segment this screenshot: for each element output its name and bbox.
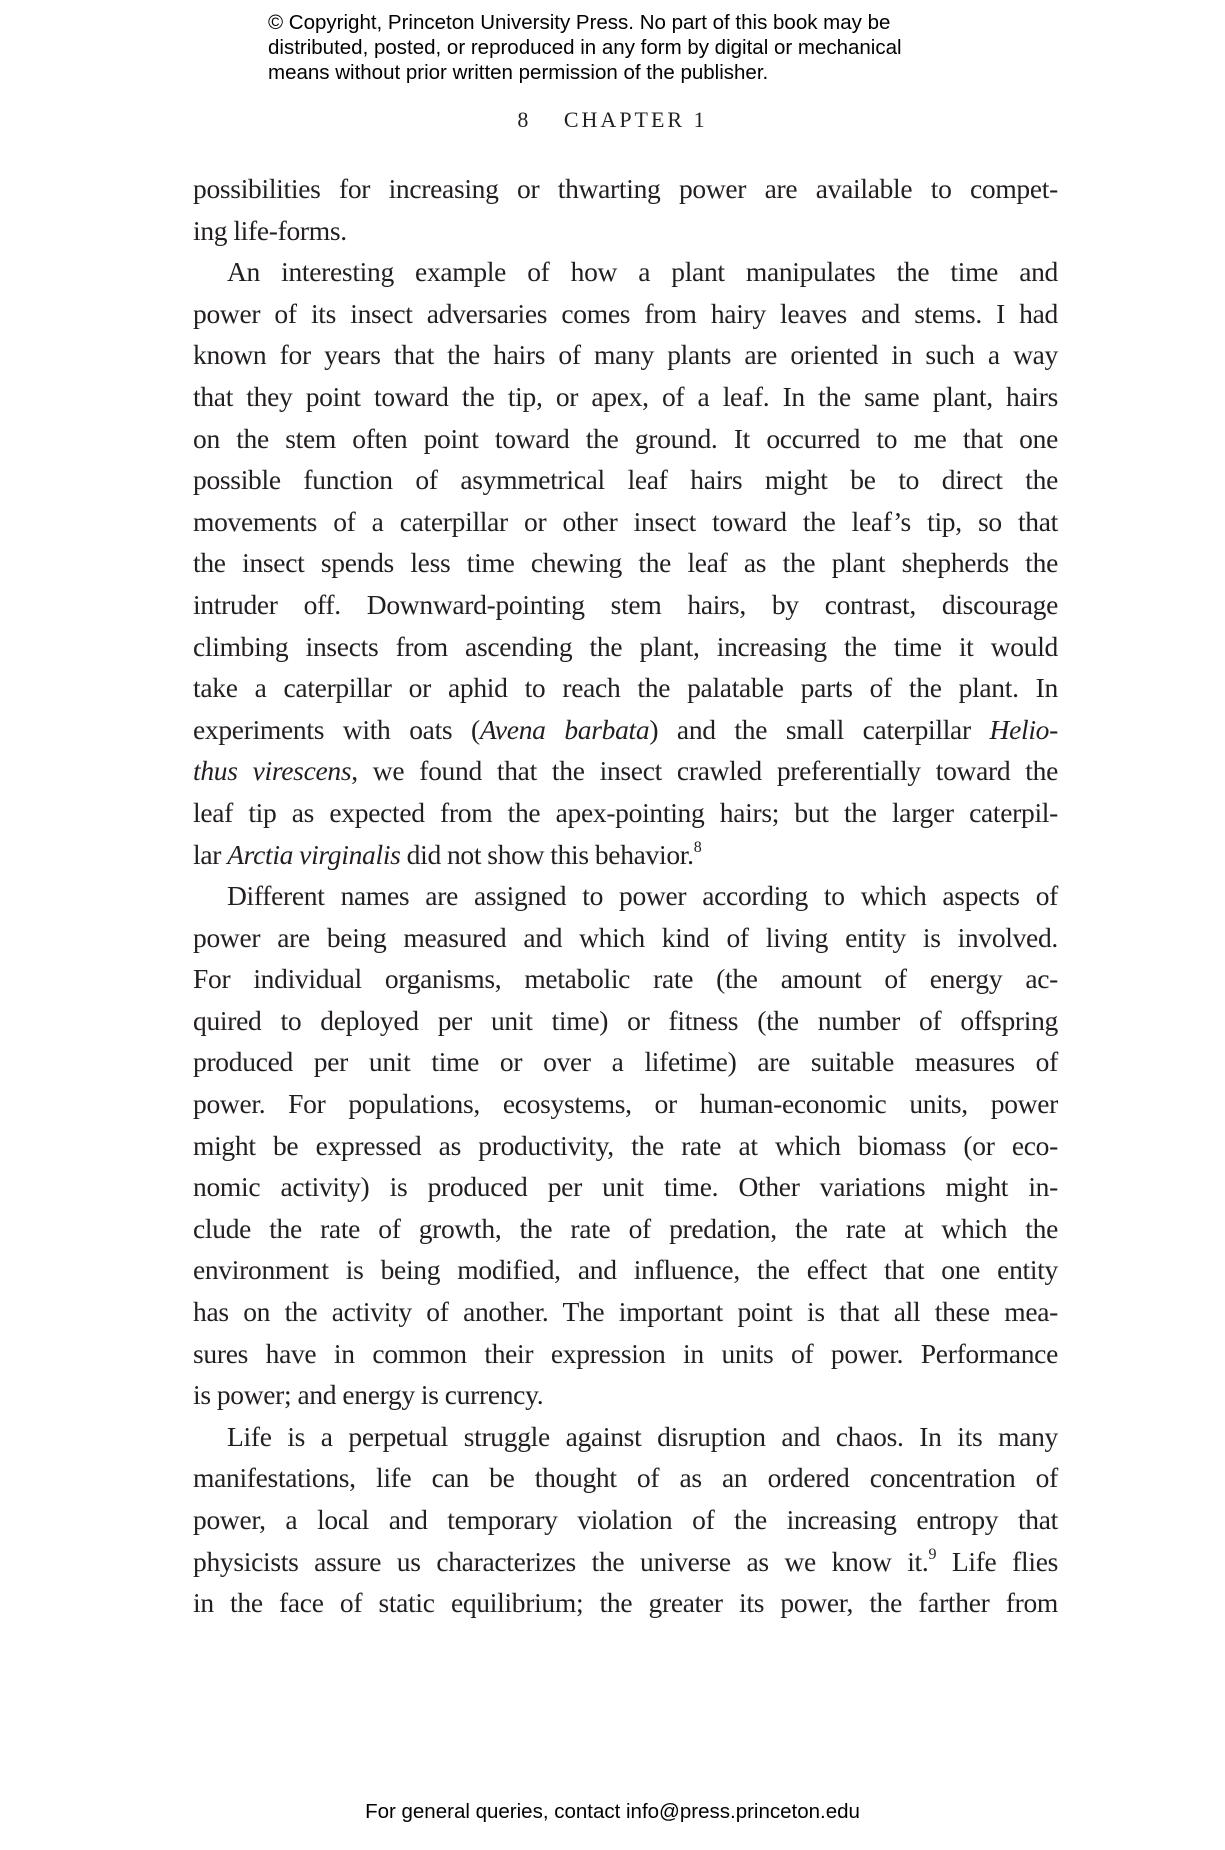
text-run: ) and the small caterpillar: [649, 713, 990, 745]
text-line: ing life-forms.: [193, 214, 347, 246]
text-line: climbing insects from ascending the plant, increasing the time it would: [193, 630, 1058, 662]
text-line: For individual organisms, metabolic rate (the amount of energy ac-: [193, 963, 1058, 995]
text-run: , we found that the insect crawled preferentially toward the: [351, 755, 1058, 787]
text-line: on the stem often point toward the ground. It occurred to me that one: [193, 422, 1058, 454]
copyright-line: means without prior written permission of the publisher.: [268, 61, 769, 84]
text-run: did not show this behavior.: [400, 838, 694, 870]
text-line: environment is being modified, and influence, the effect that one entity: [193, 1254, 1058, 1286]
text-line: clude the rate of growth, the rate of predation, the rate at which the: [193, 1212, 1058, 1244]
paragraph-start-line: Different names are assigned to power according to which aspects of: [227, 880, 1058, 912]
text-line: has on the activity of another. The important point is that all these mea-: [193, 1296, 1058, 1328]
text-line: that they point toward the tip, or apex, of a leaf. In the same plant, hairs: [193, 380, 1058, 412]
text-line: leaf tip as expected from the apex-pointing hairs; but the larger caterpil-: [193, 796, 1058, 828]
copyright-notice: [268, 10, 968, 85]
text-line: sures have in common their expression in units of power. Performance: [193, 1337, 1058, 1369]
body-text: [193, 168, 1058, 1624]
species-name: Arctia virginalis: [227, 838, 401, 870]
copyright-line: © Copyright, Princeton University Press. No part of this book may be: [268, 11, 891, 34]
running-head: [0, 106, 1225, 134]
text-line: quired to deployed per unit time) or fitness (the number of offspring: [193, 1004, 1058, 1036]
text-line: possibilities for increasing or thwarting power are available to compet-: [193, 173, 1058, 204]
text-line: is power; and energy is currency.: [193, 1379, 544, 1411]
species-name: thus virescens: [193, 755, 352, 787]
text-run: Life flies: [936, 1545, 1059, 1577]
text-line: take a caterpillar or aphid to reach the palatable parts of the plant. In: [193, 672, 1058, 704]
text-line: power. For populations, ecosystems, or human-economic units, power: [193, 1088, 1058, 1120]
text-line: might be expressed as productivity, the rate at which biomass (or eco-: [193, 1129, 1058, 1161]
text-line: [193, 834, 1058, 876]
text-run: physicists assure us characterizes the universe as we know it.: [193, 1545, 929, 1577]
text-line: power of its insect adversaries comes from hairy leaves and stems. I had: [193, 297, 1058, 329]
page-number: 8: [517, 107, 529, 132]
paragraph-start-line: An interesting example of how a plant manipulates the time and: [227, 256, 1058, 288]
text-line: manifestations, life can be thought of as an ordered concentration of: [193, 1462, 1058, 1494]
text-line: known for years that the hairs of many plants are oriented in such a way: [193, 339, 1058, 371]
copyright-line: distributed, posted, or reproduced in any form by digital or mechanical: [268, 36, 902, 59]
paragraph-start-line: Life is a perpetual struggle against disruption and chaos. In its many: [227, 1420, 1058, 1452]
text-line: movements of a caterpillar or other insect toward the leaf’s tip, so that: [193, 505, 1058, 537]
species-name: Avena barbata: [479, 713, 650, 745]
footnote-ref-9[interactable]: 9: [928, 1545, 937, 1563]
text-line: possible function of asymmetrical leaf hairs might be to direct the: [193, 464, 1058, 496]
text-line: produced per unit time or over a lifetime) are suitable measures of: [193, 1046, 1058, 1078]
chapter-label: CHAPTER 1: [563, 107, 708, 132]
species-name: Helio-: [989, 713, 1058, 745]
text-line: intruder off. Downward-pointing stem hairs, by contrast, discourage: [193, 588, 1058, 620]
text-line: power, a local and temporary violation of the increasing entropy that: [193, 1504, 1058, 1535]
footnote-ref-8[interactable]: 8: [693, 838, 702, 856]
text-line: nomic activity) is produced per unit time. Other variations might in-: [193, 1171, 1058, 1203]
text-run: experiments with oats (: [193, 713, 480, 745]
text-line: power are being measured and which kind of living entity is involved.: [193, 921, 1058, 953]
text-line: [193, 1541, 1058, 1583]
text-line: [193, 750, 1058, 792]
text-run: lar: [193, 838, 228, 870]
text-line: the insect spends less time chewing the leaf as the plant shepherds the: [193, 547, 1058, 579]
text-line: in the face of static equilibrium; the greater its power, the farther from: [193, 1587, 1058, 1619]
footer-contact: For general queries, contact info@press.princeton.edu: [365, 1800, 860, 1823]
text-line: [193, 709, 1058, 751]
